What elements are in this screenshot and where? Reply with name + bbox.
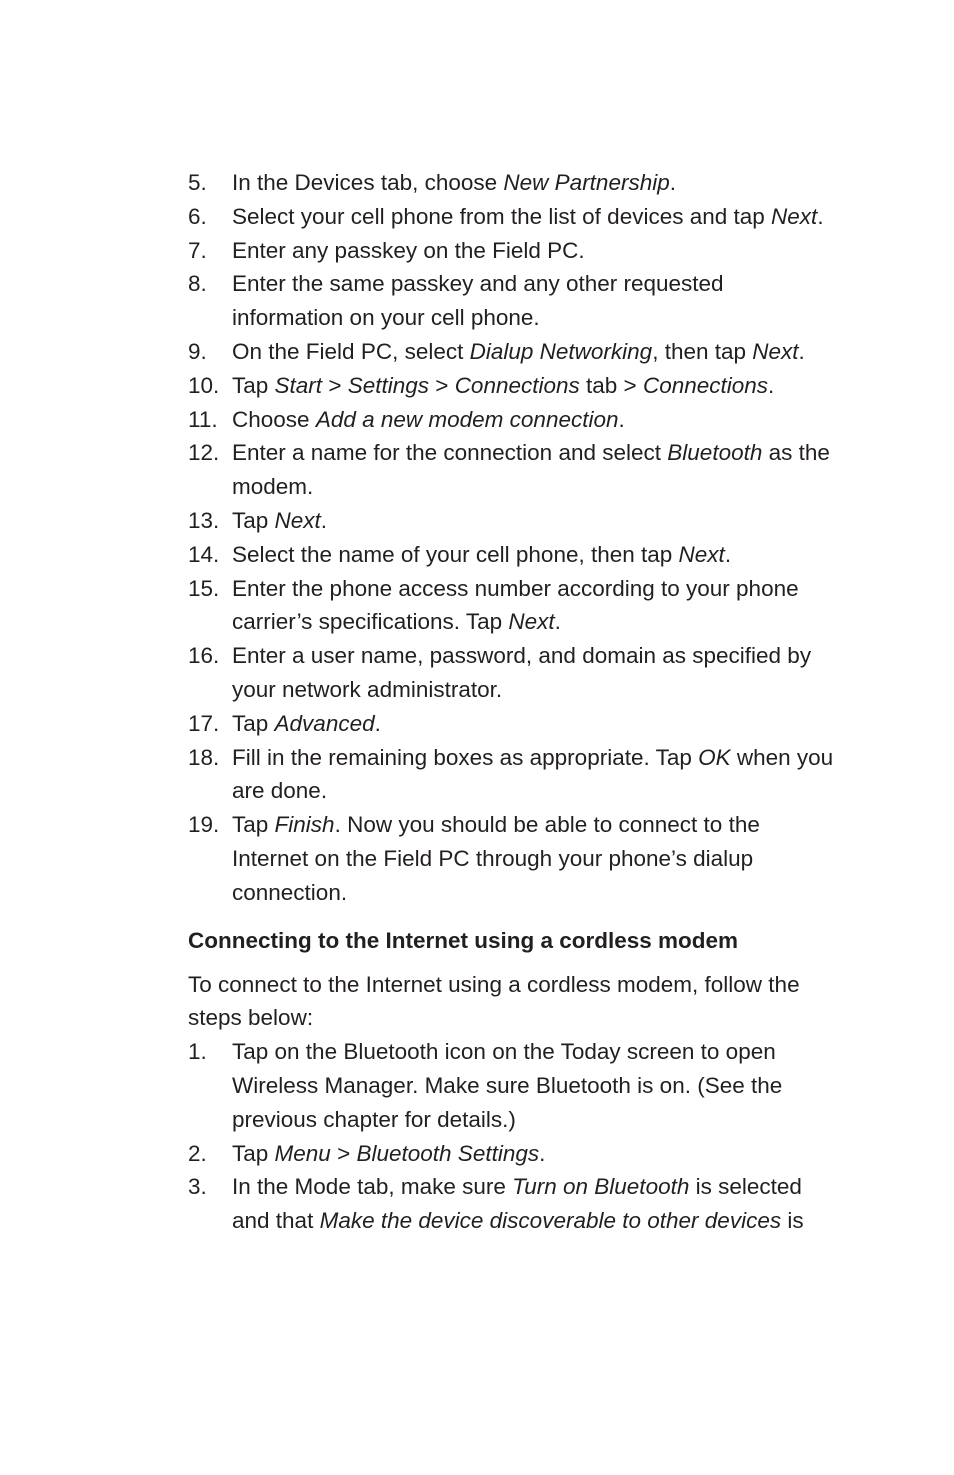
emphasized-term: Connections [454, 372, 580, 398]
step-text-run: Tap [232, 1140, 275, 1166]
emphasized-term: Dialup Networking [469, 338, 653, 364]
step-text-run: . [320, 507, 328, 533]
emphasized-term: Make the device discoverable to other devices [319, 1208, 782, 1234]
step-text-run: On the Field PC, select [232, 338, 470, 364]
step-number: 15. [188, 575, 220, 601]
list-item [188, 1170, 838, 1238]
list-item [188, 504, 838, 538]
step-text-run: Tap [232, 710, 275, 736]
step-text-run: > [322, 372, 348, 398]
step-text-run: . [724, 541, 732, 567]
step-text [232, 200, 838, 234]
step-number: 1. [188, 1039, 207, 1065]
list-item [188, 572, 838, 640]
emphasized-term: Bluetooth [667, 440, 763, 466]
step-text-run: . [539, 1140, 546, 1166]
emphasized-term: Turn on Bluetooth [512, 1174, 690, 1200]
emphasized-term: New Partnership [503, 170, 670, 195]
step-text-run: In the Devices tab, choose [232, 170, 504, 195]
step-text-run: Tap [232, 507, 275, 533]
list-item [188, 538, 838, 572]
step-text-run: is selected and that [232, 1174, 802, 1234]
step-number: 11. [188, 406, 218, 432]
step-number: 8. [188, 271, 207, 297]
emphasized-term: Bluetooth Settings [356, 1140, 540, 1166]
step-text [232, 741, 838, 809]
list-item [188, 808, 838, 909]
step-number: 5. [188, 170, 207, 195]
step-text-run: > [429, 372, 455, 398]
step-number: 17. [188, 710, 220, 736]
step-text [232, 1170, 838, 1238]
list-item [188, 369, 838, 403]
manual-page [188, 166, 838, 1238]
step-text-run: Enter the phone access number according to your phone carrier’s specifications. Tap [232, 575, 799, 635]
step-text-run: . [554, 609, 561, 635]
step-text-run: . [374, 710, 381, 736]
step-text-run: Tap [232, 372, 275, 398]
step-text-run: . [798, 338, 805, 364]
step-text [232, 403, 838, 437]
step-text [232, 1035, 838, 1136]
step-text-run: In the Mode tab, make sure [232, 1174, 513, 1200]
step-text [232, 808, 838, 909]
step-number: 13. [188, 507, 220, 533]
emphasized-term: Finish [274, 812, 335, 838]
list-item [188, 639, 838, 707]
emphasized-term: Next [771, 203, 818, 229]
emphasized-term: Connections [642, 372, 769, 398]
emphasized-term: Next [678, 541, 725, 567]
emphasized-term: Next [508, 609, 555, 635]
emphasized-term: Start [274, 372, 323, 398]
list-item [188, 1137, 838, 1171]
step-text [232, 504, 838, 538]
step-text [232, 436, 838, 504]
step-text-run: when you are done. [232, 744, 834, 804]
step-text-run: . [669, 170, 676, 195]
numbered-steps-list [188, 166, 838, 910]
step-text [232, 707, 838, 741]
section-heading: Connecting to the Internet using a cordless modem [188, 927, 739, 953]
list-item [188, 403, 838, 437]
step-number: 3. [188, 1174, 207, 1200]
step-number: 12. [188, 440, 220, 466]
emphasized-term: Add a new modem connection [315, 406, 619, 432]
step-text-run: , then tap [652, 338, 753, 364]
step-text-run: . [817, 203, 824, 229]
emphasized-term: Next [274, 507, 321, 533]
cordless-modem-steps-list [188, 1035, 838, 1238]
step-number: 10. [188, 372, 220, 398]
step-text [232, 572, 838, 640]
step-text-run: Enter any passkey on the Field PC. [232, 237, 585, 263]
step-text-run: . [618, 406, 625, 432]
list-item [188, 741, 838, 809]
list-item [188, 436, 838, 504]
step-text [232, 639, 838, 707]
step-number: 7. [188, 237, 207, 263]
step-text [232, 267, 838, 335]
emphasized-term: Next [752, 338, 799, 364]
step-number: 19. [188, 812, 220, 838]
list-item [188, 335, 838, 369]
list-item [188, 166, 838, 200]
step-text [232, 166, 838, 200]
step-number: 9. [188, 338, 207, 364]
step-text [232, 538, 838, 572]
step-text [232, 335, 838, 369]
step-number: 6. [188, 203, 207, 229]
step-text-run: Fill in the remaining boxes as appropriate. Tap [232, 744, 699, 770]
step-number: 18. [188, 744, 220, 770]
list-item [188, 707, 838, 741]
step-text-run: Choose [232, 406, 316, 432]
step-number: 2. [188, 1140, 207, 1166]
step-text-run: as the modem. [232, 440, 830, 500]
list-item [188, 234, 838, 268]
step-text-run: Enter a user name, password, and domain as specified by your network administrator. [232, 643, 812, 702]
step-text-run: > [330, 1140, 357, 1166]
step-text-run: Enter the same passkey and any other requested information on your cell phone. [232, 271, 724, 331]
list-item [188, 267, 838, 335]
step-text-run: is [781, 1208, 804, 1234]
step-text-run: Enter a name for the connection and select [232, 440, 668, 466]
step-text-run: tab > [579, 372, 643, 398]
emphasized-term: Advanced [274, 710, 375, 736]
list-item [188, 1035, 838, 1136]
emphasized-term: Menu [274, 1140, 331, 1166]
intro-paragraph: To connect to the Internet using a cordless modem, follow the steps below: [188, 971, 800, 1031]
step-text [232, 234, 838, 268]
step-text-run: . Now you should be able to connect to the Internet on the Field PC through your phone’s dialup connection. [232, 812, 760, 905]
list-item [188, 200, 838, 234]
step-text [232, 1137, 838, 1171]
step-text-run: Tap [232, 812, 275, 838]
step-text-run: Select your cell phone from the list of devices and tap [232, 203, 772, 229]
step-text-run: Select the name of your cell phone, then tap [232, 541, 679, 567]
step-text-run: . [768, 372, 775, 398]
emphasized-term: OK [698, 744, 731, 770]
step-text-run: Tap on the Bluetooth icon on the Today screen to open Wireless Manager. Make sure Bluetooth is on. (See the previous chapter for details.) [232, 1039, 783, 1132]
emphasized-term: Settings [347, 372, 430, 398]
step-number: 16. [188, 643, 220, 669]
step-number: 14. [188, 541, 220, 567]
step-text [232, 369, 838, 403]
